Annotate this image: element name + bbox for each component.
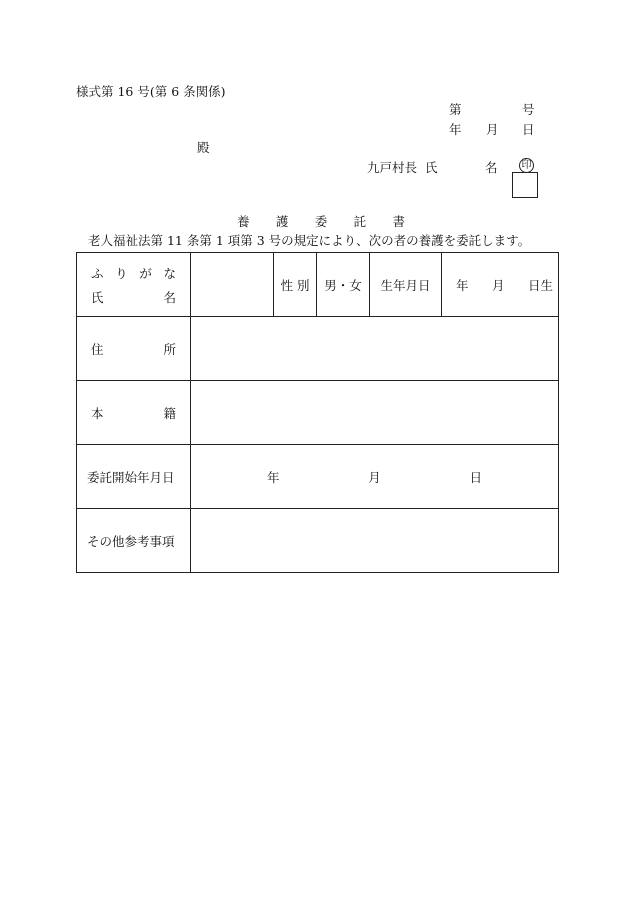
issuer-title: 九戸村長 xyxy=(367,160,418,175)
birth-day-label: 日生 xyxy=(527,277,553,293)
issue-number-suffix: 号 xyxy=(522,102,535,117)
birthdate-input-cell[interactable] xyxy=(442,253,559,317)
sex-label-cell: 性 別 xyxy=(274,253,317,317)
other-input-cell[interactable] xyxy=(191,509,559,573)
name-input-cell[interactable] xyxy=(191,253,274,317)
table-row-other xyxy=(77,509,559,573)
start-month-label: 月 xyxy=(368,469,381,485)
addressee-suffix: 殿 xyxy=(197,140,210,155)
issue-number-prefix: 第 xyxy=(449,102,462,117)
furigana-label: ふ り が な xyxy=(91,265,176,281)
title-char: 書 xyxy=(392,214,405,229)
name-label-cell xyxy=(77,253,191,317)
domicile-input-cell[interactable] xyxy=(191,381,559,445)
date-day-label: 日 xyxy=(522,122,535,137)
table-row-start-date xyxy=(77,445,559,509)
birthdate-label-cell: 生年月日 xyxy=(370,253,442,317)
start-date-label-cell: 委託開始年月日 xyxy=(77,445,191,509)
title-char: 養 xyxy=(237,214,250,229)
issuer-name-label-2: 名 xyxy=(485,160,498,175)
address-input-cell[interactable] xyxy=(191,317,559,381)
seal-box xyxy=(512,172,538,198)
birth-year-label: 年 xyxy=(456,277,469,293)
birth-month-label: 月 xyxy=(491,277,505,293)
issuer-name-label-1: 氏 xyxy=(425,160,438,175)
date-month-label: 月 xyxy=(486,122,499,137)
document-title xyxy=(237,216,405,229)
title-char: 護 xyxy=(275,214,289,229)
start-day-label: 日 xyxy=(469,469,482,485)
date-year-label: 年 xyxy=(449,122,462,137)
title-char: 委 xyxy=(314,214,328,229)
domicile-label-cell: 本 籍 xyxy=(77,381,191,445)
sex-options-cell[interactable]: 男・女 xyxy=(317,253,370,317)
consignment-table xyxy=(76,252,559,573)
address-label-cell: 住 所 xyxy=(77,317,191,381)
table-row-name xyxy=(77,253,559,317)
table-row-domicile xyxy=(77,381,559,445)
start-year-label: 年 xyxy=(267,469,280,485)
seal-mark-icon: 印 xyxy=(519,158,534,173)
intro-sentence: 老人福祉法第 11 条第 1 項第 3 号の規定により、次の者の養護を委託します。 xyxy=(88,233,531,248)
form-number: 様式第 16 号(第 6 条関係) xyxy=(76,84,226,99)
table-row-address xyxy=(77,317,559,381)
name-label: 氏 名 xyxy=(91,289,176,305)
other-label-cell: その他参考事項 xyxy=(77,509,191,573)
title-char: 託 xyxy=(353,214,367,229)
start-date-input-cell[interactable] xyxy=(191,445,559,509)
